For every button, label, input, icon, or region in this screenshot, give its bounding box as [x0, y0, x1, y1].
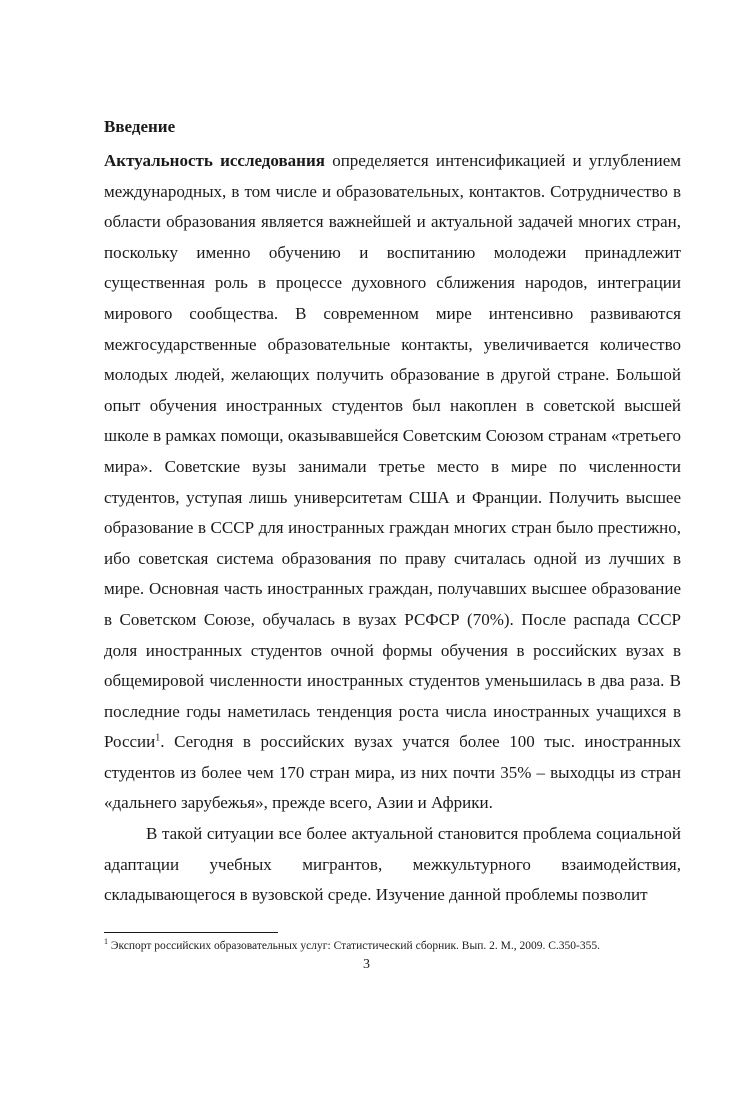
- page-number: 3: [363, 957, 370, 972]
- paragraph-lead: Актуальность исследования: [104, 151, 325, 170]
- body-text: [104, 146, 681, 911]
- paragraph-relevance: [104, 146, 681, 819]
- footnote-marker: 1: [104, 937, 108, 947]
- paragraph-text-continued: . Сегодня в российских вузах учатся более 100 тыс. иностранных студентов из более чем 170 стран мира, из них почти 35% – выходцы из стран «дальнего зарубежья», прежде всего, Азии и Африки.: [104, 732, 681, 813]
- section-heading: Введение: [104, 117, 176, 136]
- paragraph-situation: В такой ситуации все более актуальной становится проблема социальной адаптации учебных мигрантов, межкультурного взаимодействия, складывающегося в вузовской среде. Изучение данной проблемы позволит: [104, 824, 681, 905]
- paragraph-text: определяется интенсификацией и углублением международных, в том числе и образовательных, контактов. Сотрудничество в области образования является важнейшей и актуальной задачей многих стран, поскольку именно обучению и воспитанию молодежи принадлежит существенная роль в процессе духовного сближения народов, интеграции мирового сообщества. В современном мире интенсивно развиваются межгосударственные образовательные контакты, увеличивается количество молодых людей, желающих получить образование в другой стране. Большой опыт обучения иностранных студентов был накоплен в советской высшей школе в рамках помощи, оказывавшейся Советским Союзом странам «третьего мира». Советские вузы занимали третье место в мире по численности студентов, уступая лишь университетам США и Франции. Получить высшее образование в СССР для иностранных граждан многих стран было престижно, ибо советская система образования по праву считалась одной из лучших в мире. Основная часть иностранных граждан, получавших высшее образование в Советском Союзе, обучалась в вузах РСФСР (70%). После распада СССР доля иностранных студентов очной формы обучения в российских вузах в общемировой численности иностранных студентов уменьшилась в два раза. В последние годы наметилась тенденция роста числа иностранных учащихся в России: [104, 151, 681, 752]
- footnote: [104, 938, 681, 954]
- footnote-reference[interactable]: 1: [155, 732, 161, 744]
- footnote-text: Экспорт российских образовательных услуг: Статистический сборник. Вып. 2. М., 2009. С.350-355.: [108, 940, 600, 952]
- footnote-divider: [104, 932, 278, 933]
